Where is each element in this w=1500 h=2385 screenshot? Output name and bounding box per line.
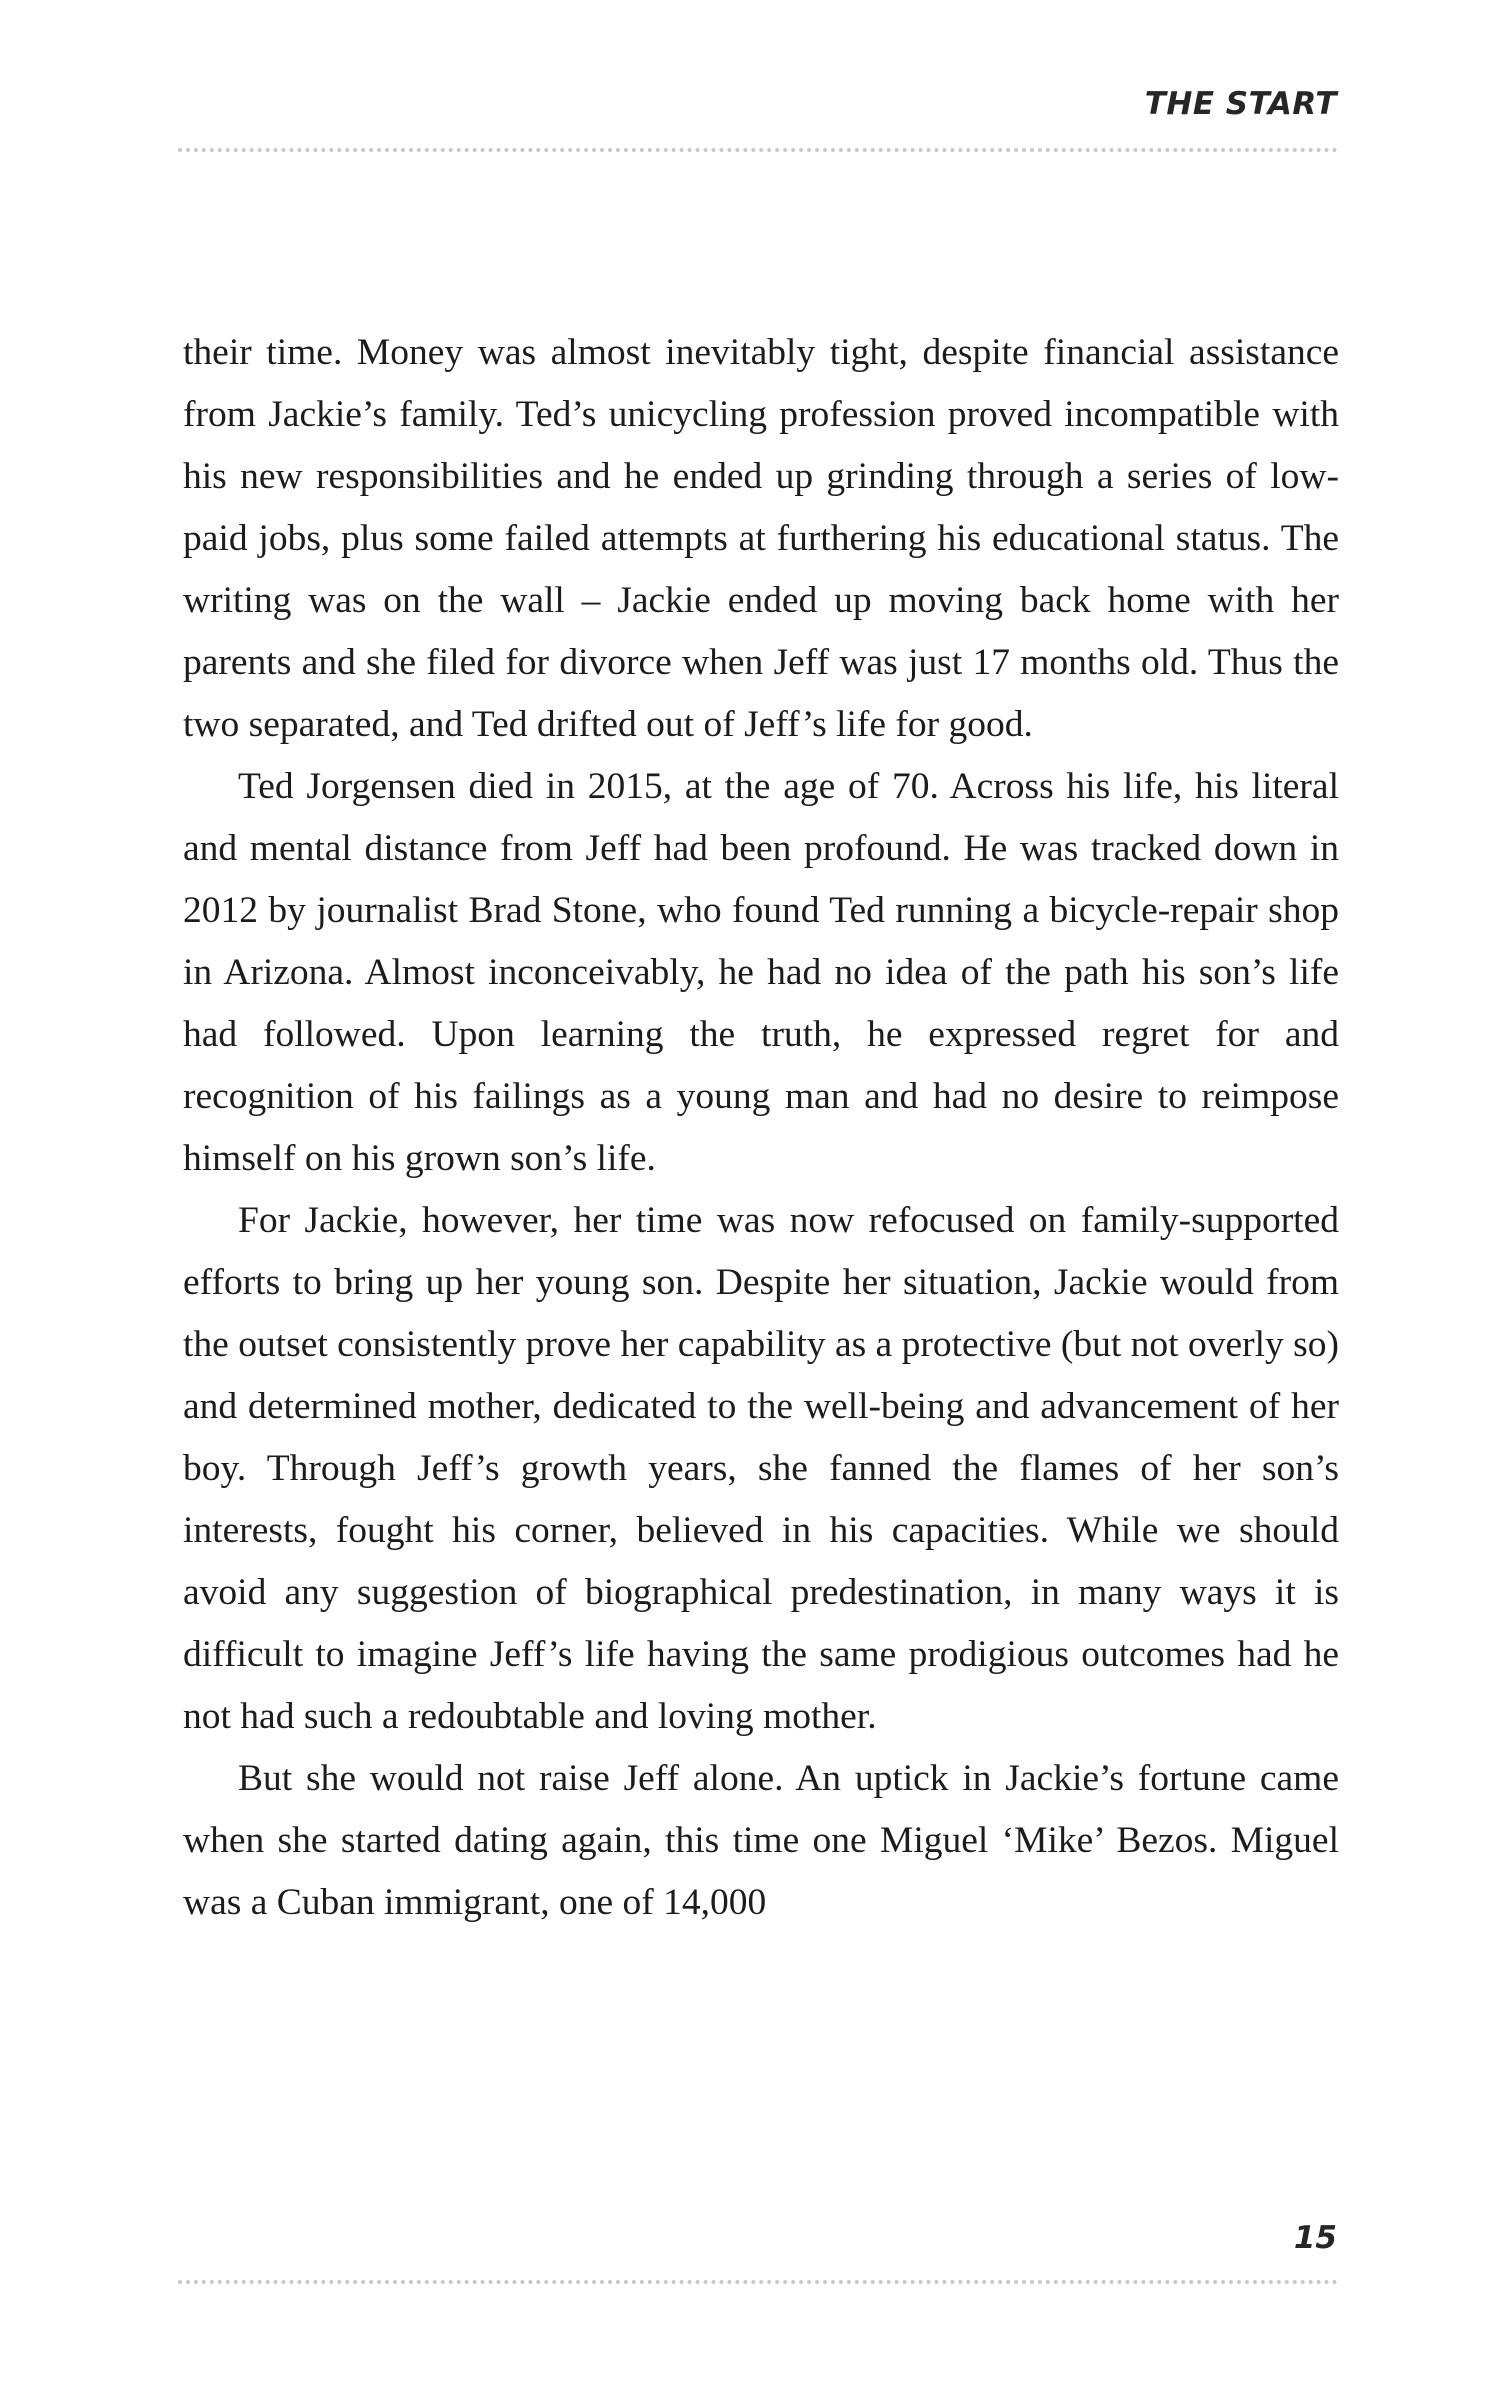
paragraph-1: their time. Money was almost inevitably tight, despite financial assistance from Jackie’s family. Ted’s unicycling profession proved incompatible with his new responsibilities and he ended up grinding through a series of low-paid jobs, plus some failed attempts at furthering his educational status. The writing was on the wall – Jackie ended up moving back home with her parents and she filed for divorce when Jeff was just 17 months old. Thus the two separated, and Ted drifted out of Jeff’s life for good.	[183, 332, 1339, 745]
footer-dotted-rule	[178, 2280, 1338, 2284]
paragraph-2: Ted Jorgensen died in 2015, at the age of 70. Across his life, his literal and mental distance from Jeff had been profound. He was tracked down in 2012 by journalist Brad Stone, who found Ted running a bicycle-repair shop in Arizona. Almost inconceivably, he had no idea of the path his son’s life had followed. Upon learning the truth, he expressed regret for and recognition of his failings as a young man and had no desire to reimpose himself on his grown son’s life.	[183, 766, 1339, 1179]
running-head-title: THE START	[1144, 86, 1337, 122]
paragraph-3: For Jackie, however, her time was now refocused on family-supported efforts to bring up her young son. Despite her situation, Jackie would from the outset consistently prove her capability as a protective (but not overly so) and determined mother, dedicated to the well-being and advancement of her boy. Through Jeff’s growth years, she fanned the flames of her son’s interests, fought his corner, believed in his capacities. While we should avoid any suggestion of biographical predestination, in many ways it is difficult to imagine Jeff’s life having the same prodigious outcomes had he not had such a redoubtable and loving mother.	[183, 1200, 1339, 1737]
paragraph-4: But she would not raise Jeff alone. An uptick in Jackie’s fortune came when she started dating again, this time one Miguel ‘Mike’ Bezos. Miguel was a Cuban immigrant, one of 14,000	[183, 1758, 1339, 1923]
body-text	[183, 322, 1339, 1934]
header-dotted-rule	[178, 148, 1338, 152]
page-number: 15	[1293, 2220, 1337, 2256]
